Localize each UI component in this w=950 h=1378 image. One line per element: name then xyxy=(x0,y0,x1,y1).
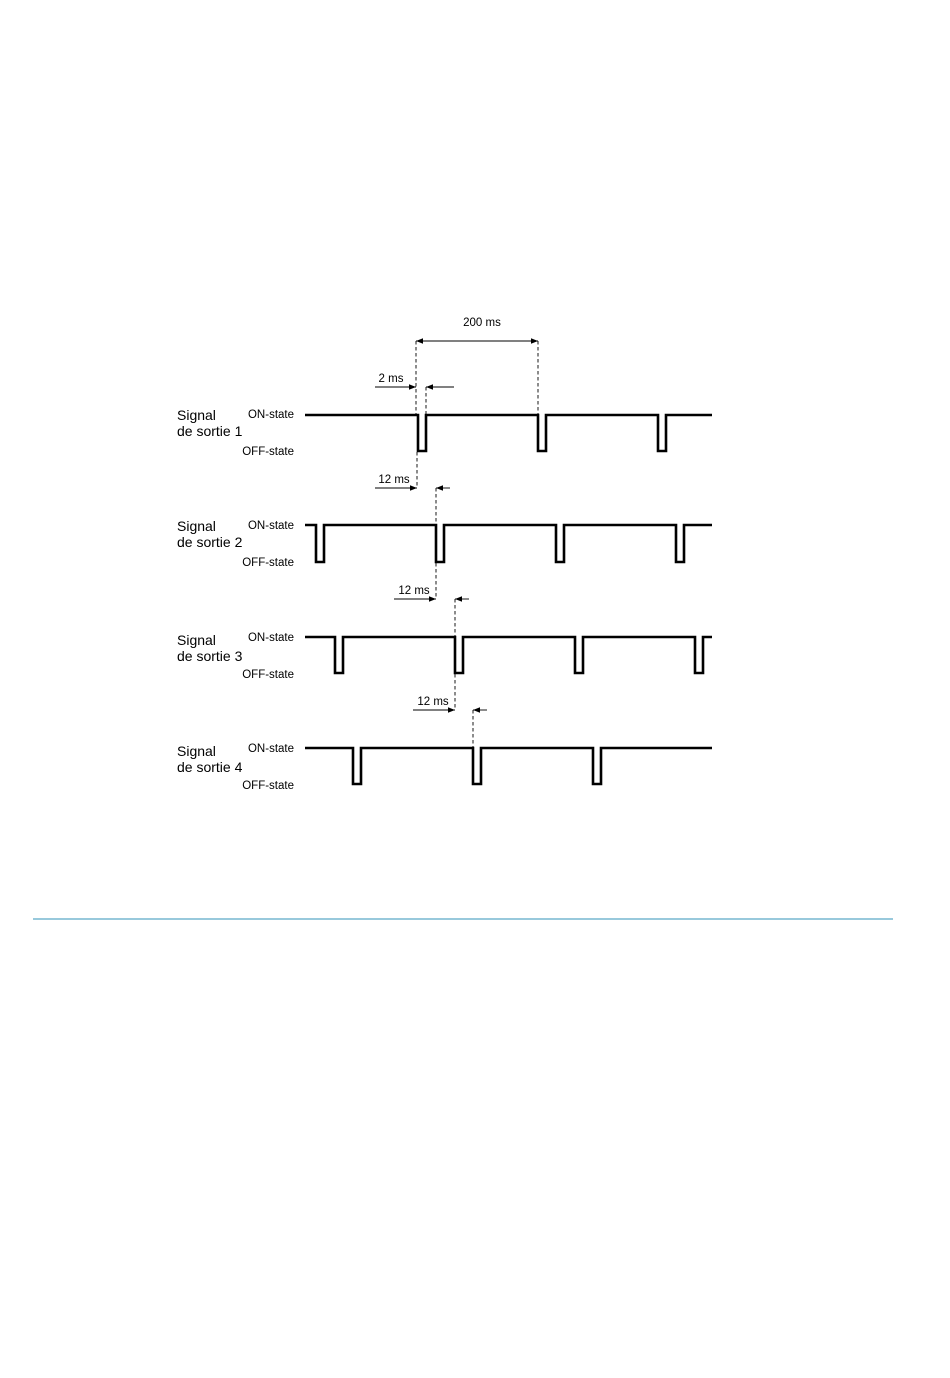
signal-2-label-line2: de sortie 2 xyxy=(177,534,243,550)
signal-1-label-line2: de sortie 1 xyxy=(177,423,243,439)
signal-1-label-line1: Signal xyxy=(177,407,216,423)
signal-4-off-label: OFF-state xyxy=(242,780,294,792)
period-label: 200 ms xyxy=(463,317,501,329)
signal-3-on-label: ON-state xyxy=(247,632,294,644)
signal-3-off-label: OFF-state xyxy=(242,669,294,681)
delay-3-label: 12 ms xyxy=(417,696,449,708)
delay-1-label: 12 ms xyxy=(378,474,410,486)
signal-2-on-label: ON-state xyxy=(247,520,294,532)
delay-2-label: 12 ms xyxy=(398,585,430,597)
signal-4-label-line2: de sortie 4 xyxy=(177,759,243,775)
signal-3-label-line1: Signal xyxy=(177,632,216,648)
signal-3-label-line2: de sortie 3 xyxy=(177,648,243,664)
signal-2-off-label: OFF-state xyxy=(242,557,294,569)
signal-1-waveform xyxy=(305,415,712,451)
signal-1-off-label: OFF-state xyxy=(242,446,294,458)
signal-4-label-line1: Signal xyxy=(177,743,216,759)
signal-2-label-line1: Signal xyxy=(177,518,216,534)
signal-1-on-label: ON-state xyxy=(247,409,294,421)
signal-4-on-label: ON-state xyxy=(247,743,294,755)
signal-3-waveform xyxy=(305,637,712,673)
signal-4-waveform xyxy=(305,748,712,784)
pulse-width-label: 2 ms xyxy=(378,373,404,385)
signal-2-waveform xyxy=(305,525,712,562)
